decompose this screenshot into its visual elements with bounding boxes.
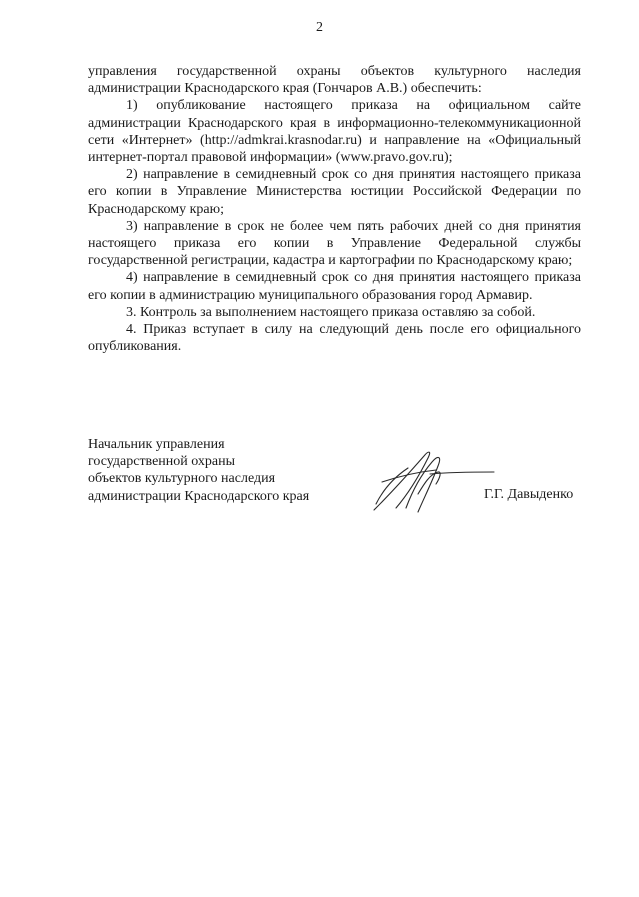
paragraph: 4) направление в семидневный срок со дня принятия настоящего приказа его копии в администрацию муниципального образования город Армавир.	[88, 270, 581, 303]
signer-name: Г.Г. Давыденко	[484, 487, 574, 502]
signatory-title	[88, 436, 309, 505]
signatory-title-line: Начальник управления	[88, 437, 225, 452]
handwritten-signature	[362, 442, 502, 522]
paragraph: 2) направление в семидневный срок со дня принятия настоящего приказа его копии в Управление Министерства юстиции Российской Федерации по Краснодарскому краю;	[88, 167, 581, 217]
signatory-title-line: объектов культурного наследия	[88, 471, 276, 487]
signatory-title-line: администрации Краснодарского края	[88, 488, 310, 504]
signature-stroke	[382, 470, 436, 482]
signature-stroke	[418, 472, 440, 494]
document-body	[88, 63, 581, 355]
paragraph: 1) опубликование настоящего приказа на официальном сайте администрации Краснодарского края в информационно-телекоммуникационной сети «Интернет» (http://admkrai.krasnodar.ru) и направление на «Официальный интернет-портал правовой информации» (www.pravo.gov.ru);	[88, 98, 581, 166]
paragraph: 4. Приказ вступает в силу на следующий день после его официального опубликования.	[88, 322, 581, 355]
signature-stroke	[406, 457, 440, 512]
signature-stroke	[374, 452, 430, 510]
signatory-title-line: государственной охраны	[88, 454, 236, 470]
page-number: 2	[316, 20, 323, 35]
paragraph: 3. Контроль за выполнением настоящего приказа оставляю за собой.	[126, 304, 536, 320]
paragraph: управления государственной охраны объектов культурного наследия администрации Краснодарского края (Гончаров А.В.) обеспечить:	[88, 64, 581, 97]
paragraph: 3) направление в срок не более чем пять рабочих дней со дня принятия настоящего приказа его копии в Управление Федеральной службы государственной регистрации, кадастра и картографии по Краснодарскому краю;	[88, 218, 581, 269]
